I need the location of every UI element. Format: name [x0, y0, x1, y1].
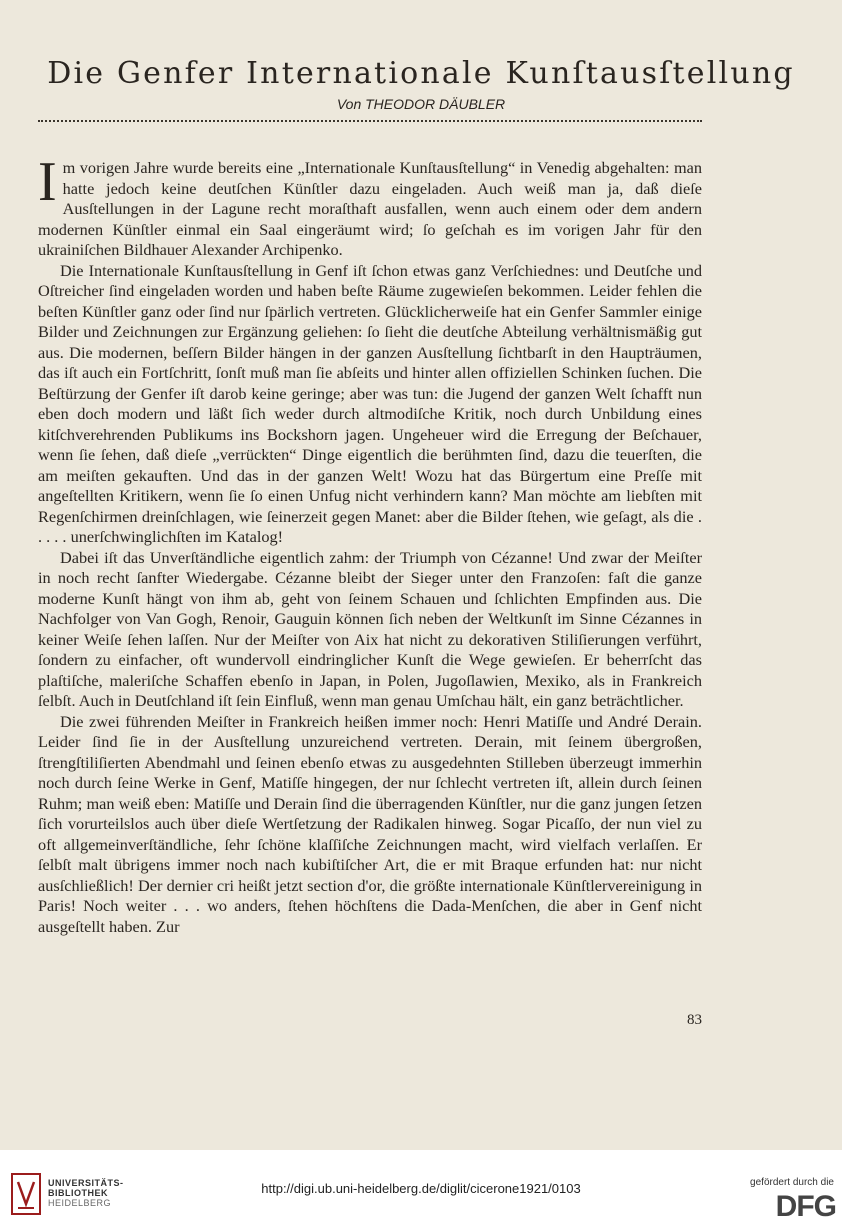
article-byline: Von THEODOR DÄUBLER [336, 96, 506, 112]
library-line-1: UNIVERSITÄTS- [48, 1178, 124, 1188]
dfg-logo: DFG [775, 1190, 836, 1223]
drop-cap: I [38, 151, 57, 213]
paragraph-3: Dabei iſt das Unverſtändliche eigentlich zahm: der Triumph von Cézanne! Und zwar der Meiſter in noch recht ſanfter Wiedergabe. Cézanne bleibt der Sieger unter den Franzoſen: faſt die ganze moderne Kunſt hängt von ihm ab, geht von ſeinem Schauen und ſchlichten Empfinden aus. Die Nachfolger von Van Gogh, Renoir, Gauguin können ſich neben der Weltkunſt im Sinne Cézannes in keiner Weiſe ſehen laſſen. Nur der Meiſter von Aix hat nicht zu dekorativen Stiliſierungen verführt, ſondern zu einfacher, oft wundervoll eindringlicher Kunſt die Wege gewieſen. Er beherrſcht das plaſtiſche, maleriſche Schaffen ebenſo in Japan, in Polen, Jugoſlawien, Mexiko, als in Frankreich ſelbſt. Auch in Deutſchland iſt ſein Einfluß, wenn man genau Umſchau hält, ein ganz beträchtlicher. [38, 547, 702, 710]
paragraph-2: Die Internationale Kunſtausſtellung in Genf iſt ſchon etwas ganz Verſchiednes: und Deutſche und Oſtreicher ſind eingeladen worden und haben beſte Räume zugewieſen bekommen. Leider fehlen die beſten Künſtler ganz oder ſind nur ſpärlich vertreten. Glücklicherweiſe hat ein Genfer Sammler einige Bilder und Zeichnungen zur Ergänzung geliehen: ſo ſieht die deutſche Abteilung verhältnismäßig gut aus. Die modernen, beſſern Bilder hängen in der ganzen Ausſtellung ſichtbarſt in den Haupträumen, das iſt auch ein Fortſchritt, ſonſt muß man ſie abſeits und hinter allen offiziellen Schinken ſuchen. Die Beſtürzung der Genfer iſt darob keine geringe; aber was tun: die Jugend der ganzen Welt ſchafft nun eben doch modern und läßt ſich weder durch altmodiſche Kritik, noch durch Unbildung eines kitſchverehrenden Publikums ins Bockshorn jagen. Ungeheuer wird die Erregung der Beſchauer, wenn ſie ſehen, daß dieſe „verrückten“ Dinge eigentlich die berühmten ſind, dazu die teuerſten, die am meiſten gekauften. Und das in der ganzen Welt! Wozu hat das Bürgertum eine Preſſe mit angeſtellten Kritikern, wenn ſie ſo einen Unfug nicht verhindern kann? Man möchte am liebſten mit Regenſchirmen dreinſchlagen, wie ſeinerzeit gegen Manet: aber die Bilder ſtehen, wie geſagt, als die . . . . . unerſchwinglichſten im Katalog! [38, 260, 702, 546]
paragraph-4: Die zwei führenden Meiſter in Frankreich heißen immer noch: Henri Matiſſe und André Derain. Leider ſind ſie in der Ausſtellung unzureichend vertreten. Derain, mit ſeinem übergroßen, ſtrengſtiliſierten Abendmahl und ſeinen ebenſo etwas zu ausgedehnten Stilleben überzeugt immerhin noch durch ſeine Werke in Genf, Matiſſe hingegen, der nur ſchlecht vertreten iſt, allein durch ſeinen Ruhm; man weiß eben: Matiſſe und Derain ſind die überragenden Künſtler, nur die ganz jungen ſetzen ſich vorurteilslos auch über dieſe Wertſetzung der Radikalen hinweg. Sogar Picaſſo, der nun viel zu oft allgemeinverſtändliche, ſehr ſchöne klaſſiſche Zeichnungen macht, wird vielfach verlaſſen. Er ſelbſt malt übrigens immer noch nach kubiſtiſcher Art, die er mit Braque erfunden hat: nur nicht ausſchließlich! Der dernier cri heißt jetzt section d'or, die größte internationale Künſtlervereinigung in Paris! Noch weiter . . . wo anders, ſtehen höchſtens die Dada-Menſchen, die aber in Genf nicht ausgeſtellt haben. Zur [38, 711, 702, 936]
article-body [38, 151, 702, 937]
article-title: Die Genfer Internationale Kunſtausſtellung [47, 56, 795, 91]
library-line-2: BIBLIOTHEK [48, 1188, 108, 1198]
title-divider [38, 120, 702, 122]
page-number: 83 [687, 1012, 702, 1028]
paragraph-1 [38, 151, 702, 261]
library-line-3: HEIDELBERG [48, 1198, 112, 1208]
paragraph-1-text: m vorigen Jahre wurde bereits eine „Internationale Kunſtausſtellung“ in Venedig abgehalten: man hatte jedoch keine deutſchen Künſtler dazu eingeladen. Auch weiß man ja, daß dieſe Ausſtellungen in der Lagune recht moraſthaft ausfallen, wenn auch einem oder dem andern modernen Künſtler einmal ein Saal eingeräumt wird; ſo geſchah es im vorigen Jahr für den ukrainiſchen Bildhauer Alexander Archipenko. [38, 158, 702, 259]
sponsor-caption: gefördert durch die [750, 1177, 834, 1188]
permalink-url[interactable]: http://digi.ub.uni-heidelberg.de/diglit/cicerone1921/0103 [261, 1181, 581, 1196]
